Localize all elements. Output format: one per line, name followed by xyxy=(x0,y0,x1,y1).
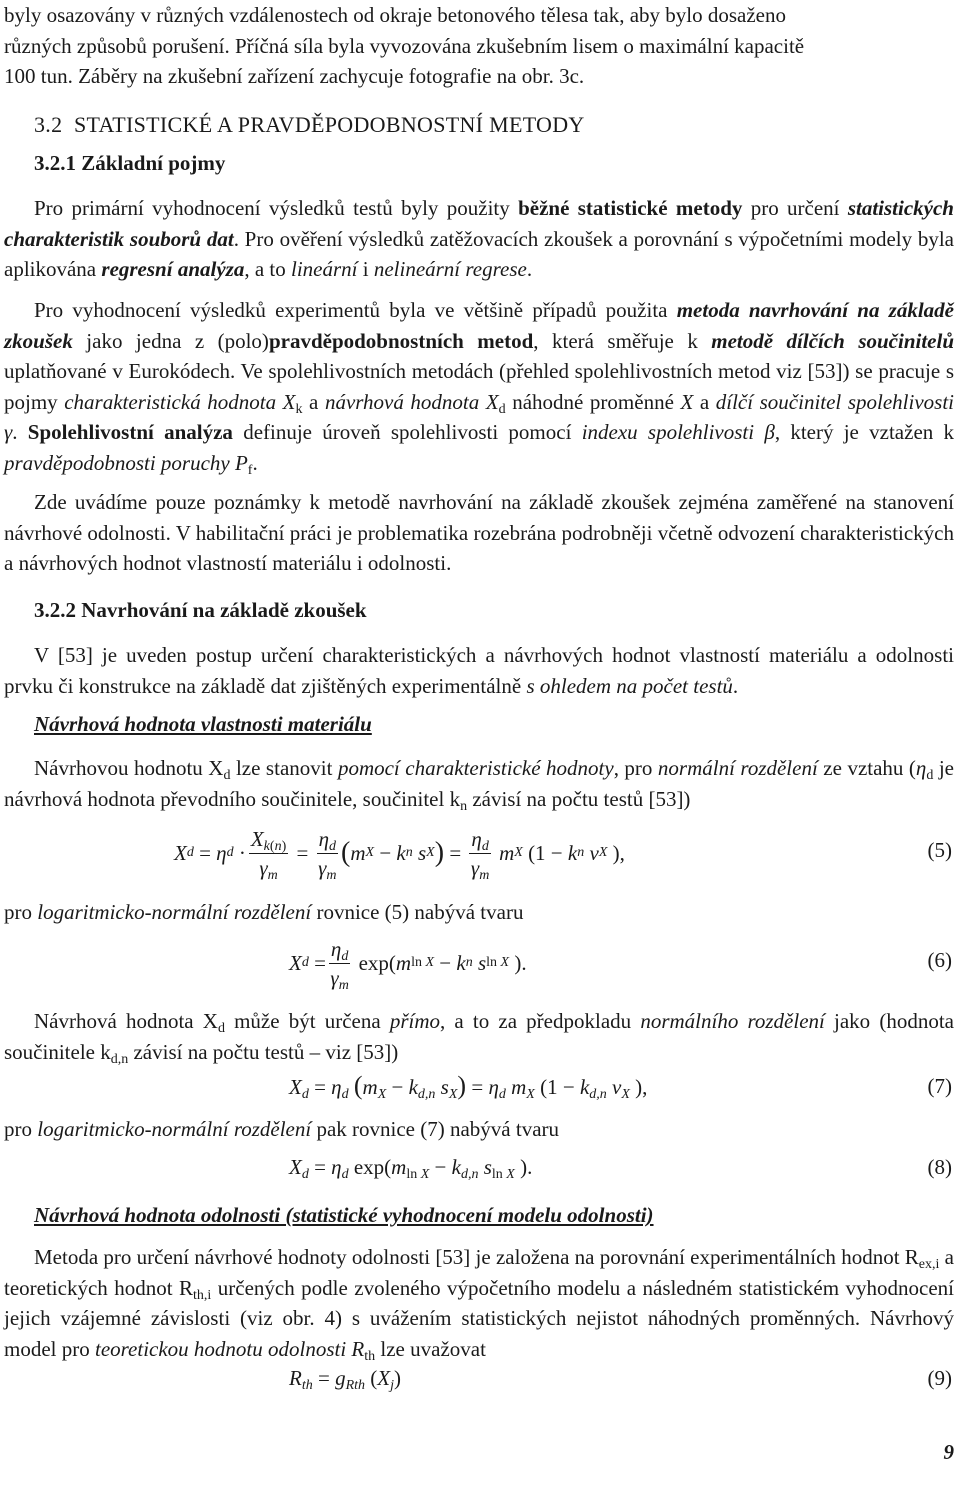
equation-7-formula: $X_d = \eta_d$ ($m_X - k_{d,n}$ $s_X) = \eta_d$ $m_X$ ($1 - k_{d,n}$ $v_X$ ), xyxy=(289,1071,648,1102)
paragraph-resistance-model: Metoda pro určení návrhové hodnoty odolnosti [53] je založena na porovnání experimentálních hodnot $R_{ex,i}$ a teoretických hodnot $R_{th,i}$ určených podle zvoleného výpočetního modelu a následném statistickém vyhodnocení jejich vzájemné závislosti (viz obr. 4) s uvážením statistických nejistot náhodných proměnných. Návrhový model pro teoretickou hodnotu odolnosti $R_{th}$ lze uvažovat xyxy=(4,1245,955,1364)
paragraph-design-by-testing: V [53] je uveden postup určení charakteristických a návrhových hodnot vlastností materiálu a odolnosti prvku či konstrukce na základě dat zjištěných experimentálně s ohledem na počet testů. xyxy=(4,643,954,698)
equation-6-formula: X d = $\frac{\eta_d}{\gamma_m}$ exp( m ln X − k n s ln X ). xyxy=(289,936,527,993)
paragraph-lognormal-7: pro logaritmicko-normální rozdělení pak rovnice (7) nabývá tvaru xyxy=(4,1117,560,1141)
subheading-resistance-design-value: Návrhová hodnota odolnosti (statistické vyhodnocení modelu odolnosti) xyxy=(34,1203,654,1227)
section-heading-3-2-1: 3.2.1 Základní pojmy xyxy=(34,151,226,175)
equation-8-formula: $X_d = \eta_d$ $\exp(m_{ln X} - k_{d,n}$ $s_{ln X}$ ). xyxy=(289,1155,533,1182)
intro-line: 100 tun. Záběry na zkušební zařízení zachycuje fotografie na obr. 3c. xyxy=(4,64,585,88)
equation-6 xyxy=(289,928,954,998)
paragraph-lognormal-5: pro logaritmicko-normální rozdělení rovnice (5) nabývá tvaru xyxy=(4,900,524,924)
equation-number: (7) xyxy=(927,1074,952,1098)
intro-paragraph xyxy=(4,0,954,92)
equation-8 xyxy=(289,1151,954,1183)
intro-line: byly osazovány v různých vzdálenostech od okraje betonového tělesa tak, aby bylo dosaženo xyxy=(4,3,786,27)
equation-number: (9) xyxy=(927,1366,952,1390)
equation-5-formula: X d = η d · $\frac{X_{k(n)}}{\gamma_m}$ = $\frac{\eta_d}{\gamma_m}$ ( m X − k n s X ) = $\frac{\eta_d}{\gamma_m}$ m X (1 − k n v X ), xyxy=(174,826,625,883)
section-heading-3-2-2: 3.2.2 Navrhování na základě zkoušek xyxy=(34,598,367,622)
section-heading-3-2: 3.2 STATISTICKÉ A PRAVDĚPODOBNOSTNÍ METODY xyxy=(34,112,585,137)
paragraph-design-value-normal: Návrhovou hodnotu $X_d$ lze stanovit pomocí charakteristické hodnoty, pro normální rozdělení ze vztahu ($\eta_d$ je návrhová hodnota převodního součinitele, součinitel $k_n$ závisí na počtu testů [53]) xyxy=(4,756,954,814)
paragraph-reliability-methods: Pro vyhodnocení výsledků experimentů byla ve většině případů použita metoda navrhování na základě zkoušek jako jedna z (polo)pravděpodobnostních metod, která směřuje k metodě dílčích součinitelů uplatňované v Eurokódech. Ve spolehlivostních metodách (přehled spolehlivostních metod viz [53]) se pracuje s pojmy charakteristická hodnota $X_k$ a návrhová hodnota $X_d$ náhodné proměnné X a dílčí součinitel spolehlivosti γ. Spolehlivostní analýza definuje úroveň spolehlivosti pomocí indexu spolehlivosti β, který je vztažen k pravděpodobnosti poruchy $P_f$. xyxy=(4,298,955,478)
page-number: 9 xyxy=(943,1440,954,1464)
equation-5 xyxy=(174,818,954,888)
paragraph-note: Zde uvádíme pouze poznámky k metodě navrhování na základě zkoušek zejména zaměřené na stanovení návrhové odolnosti. V habilitační práci je problematika rozebrána podrobněji včetně odvození charakteristických a návrhových hodnot vlastností materiálu i odolnosti. xyxy=(4,490,954,575)
paragraph-direct-design-value: Návrhová hodnota $X_d$ může být určena přímo, a to za předpokladu normálního rozdělení jako (hodnota součinitele $k_{d,n}$ závisí na počtu testů – viz [53]) xyxy=(4,1009,954,1067)
equation-number: (8) xyxy=(927,1155,952,1179)
intro-line: různých způsobů porušení. Příčná síla byla vyvozována zkušebním lisem o maximální kapacitě xyxy=(4,33,805,58)
equation-9 xyxy=(289,1362,954,1394)
equation-number: (5) xyxy=(927,838,952,862)
equation-7 xyxy=(289,1070,954,1102)
paragraph-basic-concepts: Pro primární vyhodnocení výsledků testů byly použity běžné statistické metody pro určení statistických charakteristik souborů dat. Pro ověření výsledků zatěžovacích zkoušek a porovnání s výpočetními modely byla aplikována regresní analýza, a to lineární i nelineární regrese. xyxy=(4,196,954,281)
equation-9-formula: $R_{th} = g_{Rth}$ $(X_j)$ xyxy=(289,1366,401,1393)
equation-number: (6) xyxy=(927,948,952,972)
subheading-material-design-value: Návrhová hodnota vlastnosti materiálu xyxy=(34,712,372,736)
